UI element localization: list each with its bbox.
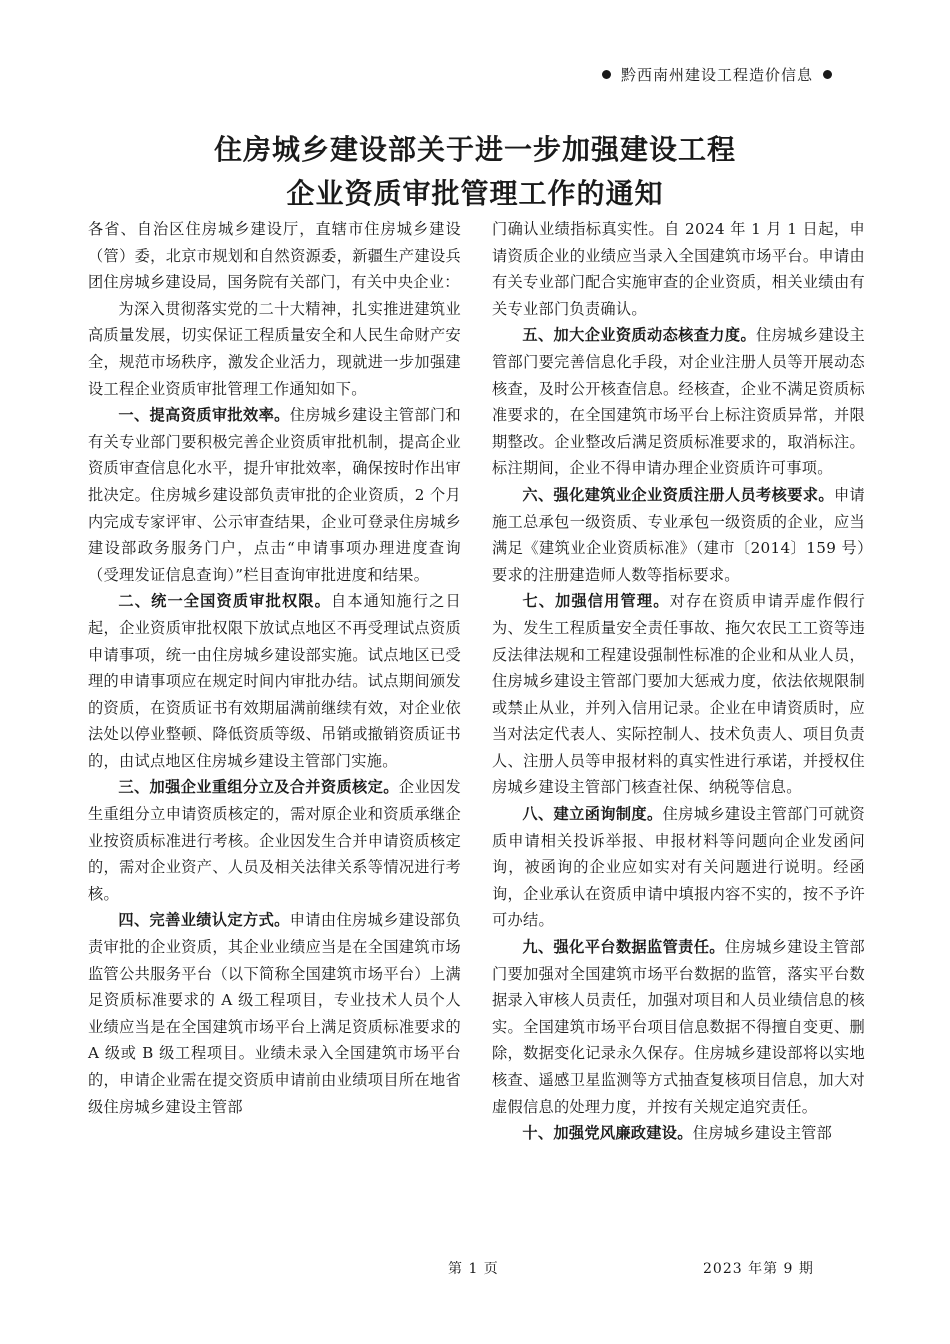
section-6 (492, 482, 865, 588)
section-3-body: 企业因发生重组分立申请资质核定的，需对原企业和资质承继企业按资质标准进行考核。企业因发生合并申请资质核定的，需对企业资产、人员及相关法律关系等情况进行考核。 (88, 778, 461, 903)
salutation: 各省、自治区住房城乡建设厅，直辖市住房城乡建设（管）委，北京市规划和自然资源委，新疆生产建设兵团住房城乡建设局，国务院有关部门，有关中央企业： (88, 220, 461, 292)
section-9 (492, 934, 865, 1120)
section-9-body: 住房城乡建设主管部门要加强对全国建筑市场平台数据的监管，落实平台数据录入审核人员责任，加强对项目和人员业绩信息的核实。全国建筑市场平台项目信息数据不得擅自变更、删除，数据变化记录永久保存。住房城乡建设部将以实地核查、遥感卫星监测等方式抽查复核项目信息，加大对虚假信息的处理力度，并按有关规定追究责任。 (492, 938, 865, 1116)
section-8-heading: 八、建立函询制度。 (522, 805, 663, 824)
running-header (602, 64, 832, 85)
intro-paragraph: 为深入贯彻落实党的二十大精神，扎实推进建筑业高质量发展，切实保证工程质量安全和人民生命财产安全，规范市场秩序，激发企业活力，现就进一步加强建设工程企业资质审批管理工作通知如下。 (88, 299, 461, 398)
issue-label: 2023 年第 9 期 (703, 1261, 814, 1277)
section-6-heading: 六、强化建筑业企业资质注册人员考核要求。 (522, 485, 834, 504)
section-2-heading: 二、统一全国资质审批权限。 (118, 592, 332, 611)
article-title-line-2: 企业资质审批管理工作的通知 (286, 177, 664, 210)
section-10-body: 住房城乡建设主管部 (692, 1124, 833, 1143)
section-2-body: 自本通知施行之日起，企业资质审批权限下放试点地区不再受理试点资质申请事项，统一由住房城乡建设部实施。试点地区已受理的申请事项应在规定时间内审批办结。试点期间颁发的资质，在资质证书有效期届满前继续有效，对企业依法处以停业整顿、降低资质等级、吊销或撤销资质证书的，由试点地区住房城乡建设主管部门实施。 (88, 592, 461, 770)
section-10-heading: 十、加强党风廉政建设。 (522, 1124, 693, 1143)
section-1 (88, 402, 461, 588)
bullet-dot-icon (823, 70, 832, 79)
section-4 (88, 907, 461, 1120)
section-7 (492, 588, 865, 801)
section-1-body: 住房城乡建设主管部门和有关专业部门要积极完善企业资质审批机制，提高企业资质审查信息化水平，提升审批效率，确保按时作出审批决定。住房城乡建设部负责审批的企业资质，2 个月内完成专家评审、公示审查结果，企业可登录住房城乡建设部政务服务门户，点击“申请事项办理进度查询（受理发证信息查询）”栏目查询审批进度和结果。 (88, 406, 461, 584)
publication-name: 黔西南州建设工程造价信息 (620, 66, 813, 84)
section-4-body: 申请由住房城乡建设部负责审批的企业资质，其企业业绩应当是在全国建筑市场监管公共服务平台（以下简称全国建筑市场平台）上满足资质标准要求的 A 级工程项目，专业技术人员个人业绩应当是在全国建筑市场平台上满足资质标准要求的 A 级或 B 级工程项目。业绩未录入全国建筑市场平台的，申请企业需在提交资质申请前由业绩项目所在地省级住房城乡建设主管部 (88, 911, 461, 1116)
section-8 (492, 801, 865, 934)
section-2 (88, 588, 461, 774)
section-8-body: 住房城乡建设主管部门可就资质申请相关投诉举报、申报材料等问题向企业发函问询，被函询的企业应如实对有关问题进行说明。经函询，企业承认在资质申请中填报内容不实的，按不予许可办结。 (492, 805, 866, 930)
section-3-heading: 三、加强企业重组分立及合并资质核定。 (118, 778, 399, 797)
left-column (88, 216, 461, 1120)
article-title-line-1: 住房城乡建设部关于进一步加强建设工程 (213, 133, 736, 166)
section-1-heading: 一、提高资质审批效率。 (118, 406, 290, 425)
section-7-heading: 七、加强信用管理。 (522, 592, 670, 611)
section-5 (492, 322, 865, 482)
section-9-heading: 九、强化平台数据监管责任。 (522, 938, 725, 957)
section-7-body: 对存在资质申请弄虚作假行为、发生工程质量安全责任事故、拖欠农民工工资等违反法律法规和工程建设强制性标准的企业和从业人员，住房城乡建设主管部门要加大惩戒力度，依法依规限制或禁止从业，并列入信用记录。企业在申请资质时，应当对法定代表人、实际控制人、技术负责人、项目负责人、注册人员等申报材料的真实性进行承诺，并授权住房城乡建设主管部门核查社保、纳税等信息。 (492, 592, 865, 797)
section-4-continued: 门确认业绩指标真实性。自 2024 年 1 月 1 日起，申请资质企业的业绩应当录入全国建筑市场平台。申请由有关专业部门配合实施审查的企业资质，相关业绩由有关专业部门负责确认。 (492, 220, 865, 318)
section-3 (88, 774, 461, 907)
page-number: 第 1 页 (448, 1261, 499, 1277)
right-column (492, 216, 865, 1147)
article-title (0, 128, 950, 216)
section-6-body: 申请施工总承包一级资质、专业承包一级资质的企业，应当满足《建筑业企业资质标准》（建市〔2014〕159 号）要求的注册建造师人数等指标要求。 (492, 485, 866, 584)
bullet-dot-icon (602, 70, 611, 79)
section-5-heading: 五、加大企业资质动态核查力度。 (522, 326, 757, 345)
section-5-body: 住房城乡建设主管部门要完善信息化手段，对企业注册人员等开展动态核查，及时公开核查信息。经核查，企业不满足资质标准要求的，在全国建筑市场平台上标注资质异常，并限期整改。企业整改后满足资质标准要求的，取消标注。标注期间，企业不得申请办理企业资质许可事项。 (492, 326, 865, 478)
section-10 (492, 1120, 865, 1147)
section-4-heading: 四、完善业绩认定方式。 (118, 911, 290, 930)
